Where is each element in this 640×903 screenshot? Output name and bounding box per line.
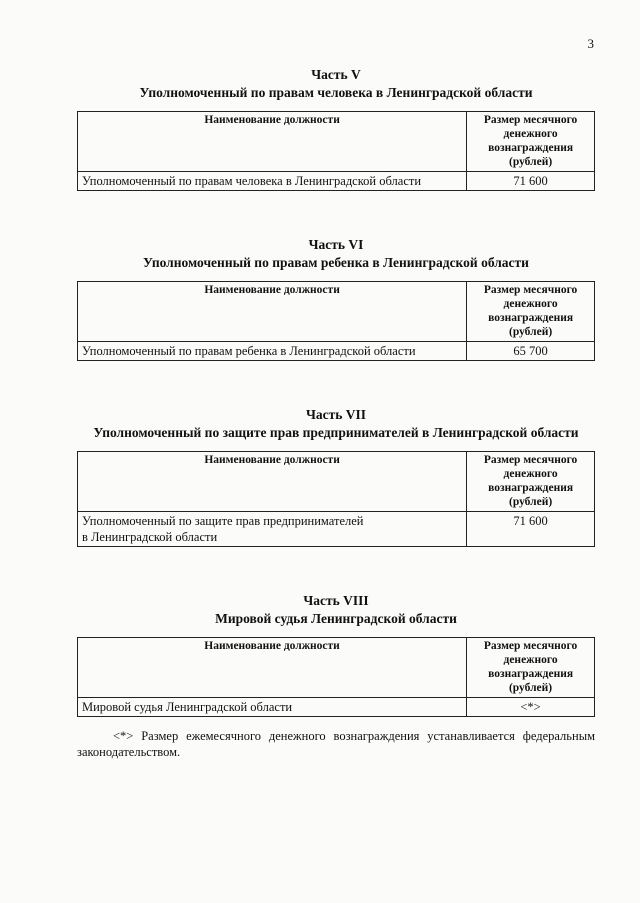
table-header-row <box>78 282 595 342</box>
position-amount: 71 600 <box>467 512 595 547</box>
section-heading <box>36 66 636 102</box>
section-heading <box>36 592 636 628</box>
section-heading <box>36 236 636 272</box>
position-name-line-1: Уполномоченный по защите прав предпринимателей <box>82 514 364 528</box>
part-title: Мировой судья Ленинградской области <box>215 611 457 626</box>
header-monthly-amount: Размер месячного денежного вознаграждения (рублей) <box>467 638 595 698</box>
section-part-5 <box>77 66 595 191</box>
salary-table <box>77 111 595 191</box>
part-number: Часть VI <box>308 237 364 252</box>
salary-table <box>77 281 595 361</box>
part-title: Уполномоченный по защите прав предпринимателей в Ленинградской области <box>93 425 579 440</box>
salary-table <box>77 451 595 547</box>
position-name: Уполномоченный по правам человека в Ленинградской области <box>78 172 467 191</box>
table-header-row <box>78 452 595 512</box>
position-name <box>78 512 467 547</box>
header-monthly-amount: Размер месячного денежного вознаграждения (рублей) <box>467 452 595 512</box>
table-row <box>78 342 595 361</box>
footnote: <*> Размер ежемесячного денежного вознаграждения устанавливается федеральным законодательством. <box>77 729 595 759</box>
part-number: Часть VII <box>305 407 367 422</box>
section-part-8 <box>77 592 595 717</box>
part-title: Уполномоченный по правам ребенка в Ленинградской области <box>143 255 529 270</box>
salary-table <box>77 637 595 717</box>
position-name: Уполномоченный по правам ребенка в Ленинградской области <box>78 342 467 361</box>
part-number: Часть VIII <box>303 593 369 608</box>
header-monthly-amount: Размер месячного денежного вознаграждения (рублей) <box>467 282 595 342</box>
page-number: 3 <box>587 36 594 51</box>
position-amount: 65 700 <box>467 342 595 361</box>
position-name: Мировой судья Ленинградской области <box>78 698 467 717</box>
section-part-6 <box>77 236 595 361</box>
header-position-name: Наименование должности <box>78 452 467 512</box>
position-name-line-2: в Ленинградской области <box>82 530 218 544</box>
section-part-7 <box>77 406 595 547</box>
table-row <box>78 512 595 547</box>
header-position-name: Наименование должности <box>78 638 467 698</box>
position-amount: 71 600 <box>467 172 595 191</box>
header-monthly-amount: Размер месячного денежного вознаграждения (рублей) <box>467 112 595 172</box>
table-row <box>78 172 595 191</box>
part-number: Часть V <box>311 67 361 82</box>
table-header-row <box>78 112 595 172</box>
header-position-name: Наименование должности <box>78 282 467 342</box>
table-header-row <box>78 638 595 698</box>
section-heading <box>36 406 636 442</box>
header-position-name: Наименование должности <box>78 112 467 172</box>
table-row <box>78 698 595 717</box>
position-amount: <*> <box>467 698 595 717</box>
part-title: Уполномоченный по правам человека в Ленинградской области <box>139 85 533 100</box>
